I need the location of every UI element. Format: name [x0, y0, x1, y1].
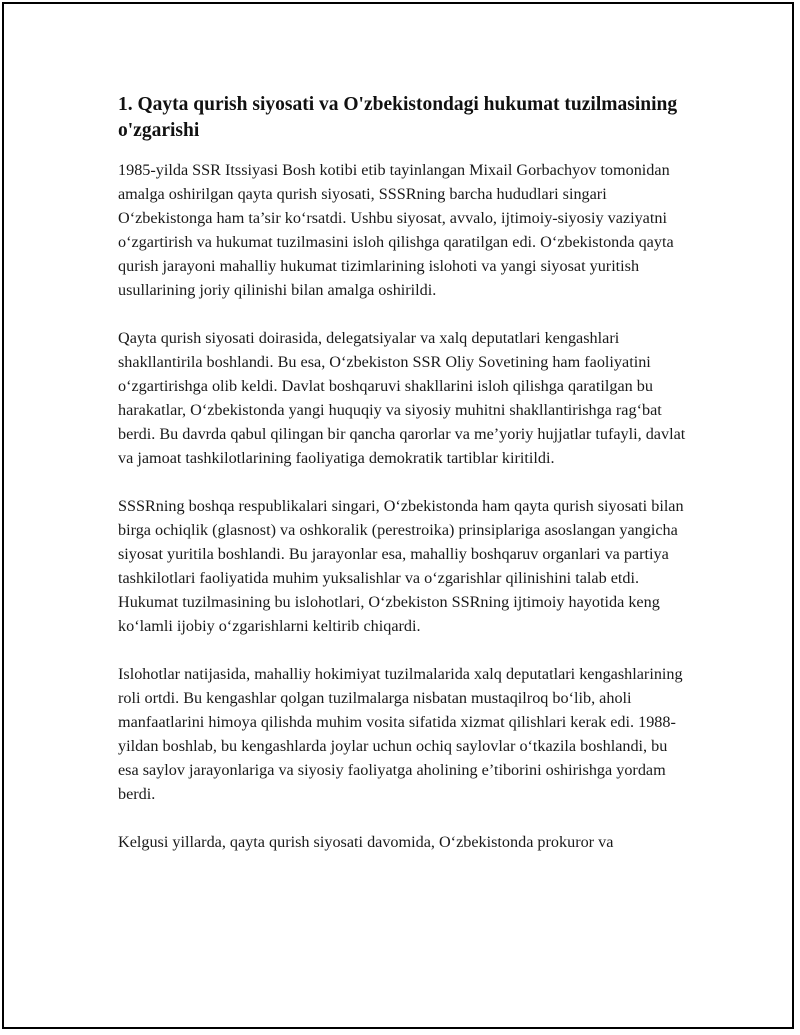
- paragraph-3: SSSRning boshqa respublikalari singari, O‘zbekistonda ham qayta qurish siyosati bilan birga ochiqlik (glasnost) va oshkoralik (perestroika) prinsiplariga asoslangan yangicha siyosat yuritila boshlandi. Bu jarayonlar esa, mahalliy boshqaruv organlari va partiya tashkilotlari faoliyatida muhim yuksalishlar va o‘zgarishlar qilinishini talab etdi. Hukumat tuzilmasining bu islohotlari, O‘zbekiston SSRning ijtimoiy hayotida keng ko‘lamli ijobiy o‘zgarishlarni keltirib chiqardi.: [118, 497, 684, 635]
- paragraph-1: 1985-yilda SSR Itssiyasi Bosh kotibi etib tayinlangan Mixail Gorbachyov tomonidan amalga oshirilgan qayta qurish siyosati, SSSRning barcha hududlari singari O‘zbekistonga ham ta’sir ko‘rsatdi. Ushbu siyosat, avvalo, ijtimoiy-siyosiy vaziyatni o‘zgartirish va hukumat tuzilmasini isloh qilishga qaratilgan edi. O‘zbekistonda qayta qurish jarayoni mahalliy hukumat tizimlarining islohoti va yangi siyosat yuritish usullarining joriy qilinishi bilan amalga oshirildi.: [118, 161, 674, 299]
- paragraph-5: Kelgusi yillarda, qayta qurish siyosati davomida, O‘zbekistonda prokuror va: [118, 833, 614, 851]
- section-heading: 1. Qayta qurish siyosati va O'zbekistondagi hukumat tuzilmasining o'zgarishi: [118, 94, 678, 141]
- document-body: [118, 92, 688, 878]
- paragraph-2: Qayta qurish siyosati doirasida, delegatsiyalar va xalq deputatlari kengashlari shakllantirila boshlandi. Bu esa, O‘zbekiston SSR Oliy Sovetining ham faoliyatini o‘zgartirishga olib keldi. Davlat boshqaruvi shakllarini isloh qilishga qaratilgan bu harakatlar, O‘zbekistonda yangi huquqiy va siyosiy muhitni shakllantirishga rag‘bat berdi. Bu davrda qabul qilingan bir qancha qarorlar va me’yoriy hujjatlar tufayli, davlat va jamoat tashkilotlarining faoliyatiga demokratik tartiblar kiritildi.: [118, 329, 686, 467]
- paragraph-4: Islohotlar natijasida, mahalliy hokimiyat tuzilmalarida xalq deputatlari kengashlarining roli ortdi. Bu kengashlar qolgan tuzilmalarga nisbatan mustaqilroq bo‘lib, aholi manfaatlarini himoya qilishda muhim vosita sifatida xizmat qilishlari kerak edi. 1988-yildan boshlab, bu kengashlarda joylar uchun ochiq saylovlar o‘tkazila boshlandi, bu esa saylov jarayonlariga va siyosiy faoliyatga aholining e’tiborini oshirishga yordam berdi.: [118, 665, 683, 803]
